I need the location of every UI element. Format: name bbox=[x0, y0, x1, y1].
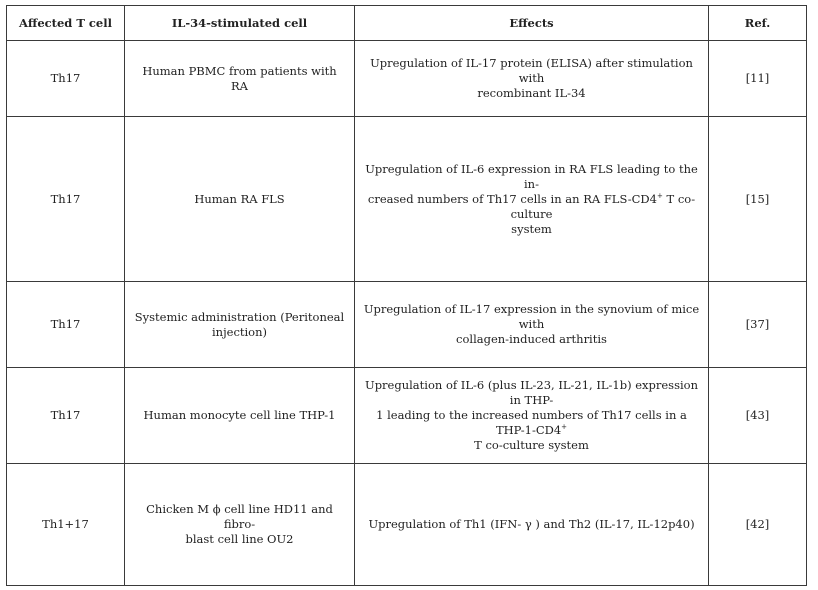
table-row bbox=[7, 368, 807, 464]
table-row bbox=[7, 464, 807, 586]
cell-effects: Upregulation of IL-17 protein (ELISA) after stimulation with recombinant IL-34 bbox=[355, 41, 709, 117]
cell-effects: Upregulation of IL-17 expression in the synovium of mice with collagen-induced arthritis bbox=[355, 282, 709, 368]
cell-ref: [37] bbox=[709, 282, 807, 368]
table-row bbox=[7, 282, 807, 368]
cell-effects: Upregulation of IL-6 (plus IL-23, IL-21, IL-1b) expression in THP- 1 leading to the increased numbers of Th17 cells in a THP-1-CD4+ T co-culture system bbox=[355, 368, 709, 464]
cell-stimulated-cell: Human PBMC from patients with RA bbox=[125, 41, 355, 117]
cell-ref: [43] bbox=[709, 368, 807, 464]
cell-t-cell: Th17 bbox=[7, 368, 125, 464]
immune-effects-table bbox=[6, 5, 807, 586]
header-ref: Ref. bbox=[709, 6, 807, 41]
table-row bbox=[7, 117, 807, 282]
cell-stimulated-cell: Chicken M ϕ cell line HD11 and fibro- blast cell line OU2 bbox=[125, 464, 355, 586]
header-affected-t-cell: Affected T cell bbox=[7, 6, 125, 41]
cell-t-cell: Th1+17 bbox=[7, 464, 125, 586]
cell-ref: [42] bbox=[709, 464, 807, 586]
cell-ref: [15] bbox=[709, 117, 807, 282]
header-il34-stimulated-cell: IL-34-stimulated cell bbox=[125, 6, 355, 41]
cell-effects: Upregulation of Th1 (IFN- γ ) and Th2 (IL-17, IL-12p40) bbox=[355, 464, 709, 586]
cell-effects: Upregulation of IL-6 expression in RA FLS leading to the in- creased numbers of Th17 cells in an RA FLS-CD4+ T co-culture system bbox=[355, 117, 709, 282]
cell-stimulated-cell: Systemic administration (Peritoneal injection) bbox=[125, 282, 355, 368]
header-effects: Effects bbox=[355, 6, 709, 41]
table-row bbox=[7, 41, 807, 117]
cell-t-cell: Th17 bbox=[7, 117, 125, 282]
table-header-row bbox=[7, 6, 807, 41]
cell-t-cell: Th17 bbox=[7, 282, 125, 368]
cell-t-cell: Th17 bbox=[7, 41, 125, 117]
cell-ref: [11] bbox=[709, 41, 807, 117]
cell-stimulated-cell: Human RA FLS bbox=[125, 117, 355, 282]
cell-stimulated-cell: Human monocyte cell line THP-1 bbox=[125, 368, 355, 464]
